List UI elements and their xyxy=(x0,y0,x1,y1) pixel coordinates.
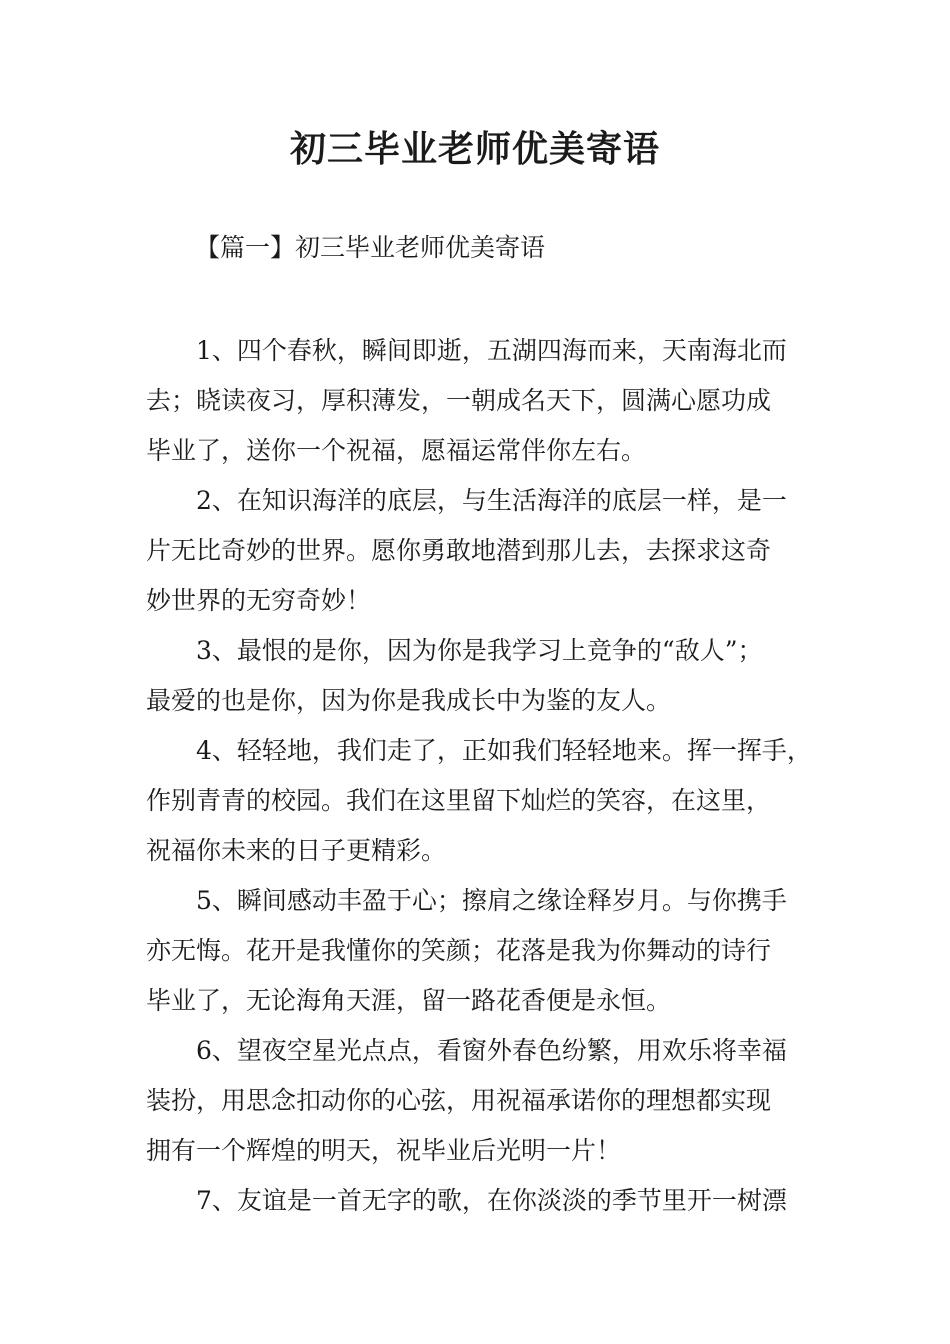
paragraph-1 xyxy=(146,326,806,476)
paragraph-line: 去；晓读夜习，厚积薄发，一朝成名天下，圆满心愿功成 xyxy=(146,386,772,415)
paragraph-line: 毕业了，送你一个祝福，愿福运常伴你左右。 xyxy=(146,436,647,465)
paragraph-line: 装扮，用思念扣动你的心弦，用祝福承诺你的理想都实现 xyxy=(146,1086,772,1115)
paragraph-line: 4、轻轻地，我们走了，正如我们轻轻地来。挥一挥手， xyxy=(196,736,812,765)
paragraph-line: 2、在知识海洋的底层，与生活海洋的底层一样，是一 xyxy=(196,486,787,515)
paragraph-6 xyxy=(146,1026,806,1176)
paragraph-line: 亦无悔。花开是我懂你的笑颜；花落是我为你舞动的诗行 xyxy=(146,936,772,965)
paragraph-line: 1、四个春秋，瞬间即逝，五湖四海而来，天南海北而 xyxy=(196,336,787,365)
paragraph-5 xyxy=(146,876,806,1026)
paragraph-line: 5、瞬间感动丰盈于心；擦肩之缘诠释岁月。与你携手 xyxy=(196,886,787,915)
document-title: 初三毕业老师优美寄语 xyxy=(289,128,660,170)
paragraph-line: 祝福你未来的日子更精彩。 xyxy=(146,836,447,865)
paragraph-3 xyxy=(146,626,806,726)
paragraph-7 xyxy=(146,1176,806,1226)
paragraph-4 xyxy=(146,726,812,876)
paragraph-line: 最爱的也是你，因为你是我成长中为鉴的友人。 xyxy=(146,686,672,715)
paragraph-line: 6、望夜空星光点点，看窗外春色纷繁，用欢乐将幸福 xyxy=(196,1036,787,1065)
paragraph-line: 3、最恨的是你，因为你是我学习上竞争的“敌人”； xyxy=(196,636,763,665)
paragraph-line: 毕业了，无论海角天涯，留一路花香便是永恒。 xyxy=(146,986,672,1015)
paragraph-line: 拥有一个辉煌的明天，祝毕业后光明一片！ xyxy=(146,1136,622,1165)
paragraph-2 xyxy=(146,476,806,626)
document-body xyxy=(146,326,812,1226)
paragraph-line: 片无比奇妙的世界。愿你勇敢地潜到那儿去，去探求这奇 xyxy=(146,536,772,565)
paragraph-line: 作别青青的校园。我们在这里留下灿烂的笑容，在这里， xyxy=(146,786,772,815)
paragraph-line: 7、友谊是一首无字的歌，在你淡淡的季节里开一树漂 xyxy=(196,1186,787,1215)
paragraph-line: 妙世界的无穷奇妙！ xyxy=(146,586,372,615)
section-heading: 【篇一】初三毕业老师优美寄语 xyxy=(195,233,546,262)
